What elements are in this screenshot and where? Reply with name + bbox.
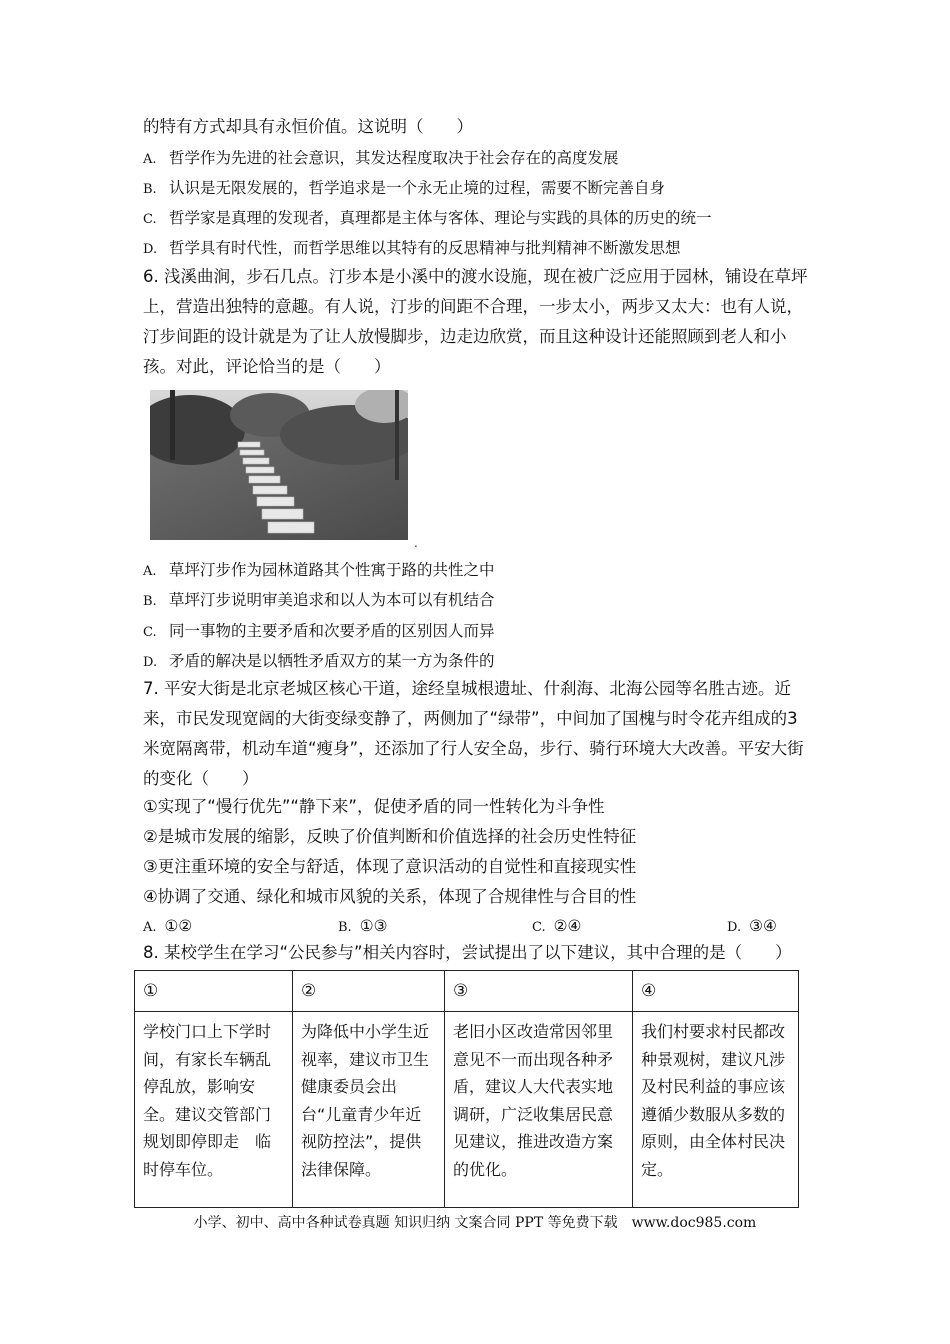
- choice-text: ①②: [164, 917, 193, 935]
- q5-option-b[interactable]: [143, 178, 665, 200]
- q6-option-d[interactable]: [143, 651, 495, 673]
- choice-letter: C.: [532, 920, 546, 935]
- stepping-stones-photo: [150, 390, 408, 540]
- q8-suggestions-table: [134, 970, 799, 1208]
- table-header-cell: ③: [445, 971, 633, 1012]
- choice-text: ①③: [359, 917, 388, 935]
- footer-ad-text: 小学、初中、高中各种试卷真题 知识归纳 文案合同 PPT 等免费下载 www.doc985.com: [193, 1215, 757, 1231]
- choice-letter: A.: [143, 920, 157, 935]
- option-letter: B.: [143, 594, 157, 609]
- figure-caption-mark: .: [414, 536, 418, 550]
- option-text: 矛盾的解决是以牺牲矛盾双方的某一方为条件的: [169, 652, 495, 670]
- option-text: 草坪汀步作为园林道路其个性寓于路的共性之中: [169, 561, 495, 579]
- q5-stem-end: 的特有方式却具有永恒价值。这说明（ ）: [143, 117, 473, 136]
- choice-letter: D.: [727, 920, 742, 935]
- choice-text: ②④: [553, 917, 582, 935]
- q7-choice-d[interactable]: [727, 916, 777, 938]
- q8-stem: 8. 某校学生在学习“公民参与”相关内容时，尝试提出了以下建议，其中合理的是（ ）: [143, 943, 792, 962]
- option-text: 草坪汀步说明审美追求和以人为本可以有机结合: [169, 591, 495, 609]
- option-text: 哲学具有时代性，而哲学思维以其特有的反思精神与批判精神不断激发思想: [169, 239, 681, 257]
- table-cell: 我们村要求村民都改种景观树，建议凡涉及村民利益的事应该遵循少数服从多数的原则，由全体村民决定。: [633, 1012, 799, 1208]
- q5-option-d[interactable]: [143, 238, 681, 260]
- q7-choice-c[interactable]: [532, 916, 581, 938]
- q7-item-1: ①实现了“慢行优先”“静下来”，促使矛盾的同一性转化为斗争性: [143, 797, 605, 816]
- q7-item-4: ④协调了交通、绿化和城市风貌的关系，体现了合规律性与合目的性: [143, 887, 637, 906]
- table-header-cell: ④: [633, 971, 799, 1012]
- q5-option-a[interactable]: [143, 148, 619, 170]
- option-text: 认识是无限发展的，哲学追求是一个永无止境的过程，需要不断完善自身: [169, 179, 666, 197]
- table-cell: 为降低中小学生近视率，建议市卫生健康委员会出台“儿童青少年近视防控法”，提供法律保障。: [293, 1012, 445, 1208]
- option-letter: C.: [143, 212, 157, 227]
- table-header-row: [135, 971, 799, 1012]
- q7-item-3: ③更注重环境的安全与舒适，体现了意识活动的自觉性和直接现实性: [143, 857, 637, 876]
- q7-choice-a[interactable]: [143, 916, 192, 938]
- q7-stem: 7. 平安大街是北京老城区核心干道，途经皇城根遗址、什刹海、北海公园等名胜古迹。近来，市民发现宽阔的大街变绿变静了，两侧加了“绿带”，中间加了国槐与时令花卉组成的3米宽隔离带，机动车道“瘦身”，还添加了行人安全岛，步行、骑行环境大大改善。平安大街的变化（ ）: [143, 679, 804, 788]
- option-letter: B.: [143, 182, 157, 197]
- option-text: 哲学家是真理的发现者，真理都是主体与客体、理论与实践的具体的历史的统一: [169, 209, 712, 227]
- choice-text: ③④: [749, 917, 777, 935]
- q6-option-b[interactable]: [143, 590, 495, 612]
- table-cell: 老旧小区改造常因邻里意见不一而出现各种矛盾，建议人大代表实地调研，广泛收集居民意见建议，推进改造方案的优化。: [445, 1012, 633, 1208]
- option-text: 哲学作为先进的社会意识，其发达程度取决于社会存在的高度发展: [169, 149, 619, 167]
- option-letter: D.: [143, 242, 158, 257]
- table-header-cell: ①: [135, 971, 293, 1012]
- option-letter: D.: [143, 655, 158, 670]
- option-letter: A.: [143, 564, 157, 579]
- table-row: [135, 1012, 799, 1208]
- q5-option-c[interactable]: [143, 208, 712, 230]
- table-header-cell: ②: [293, 971, 445, 1012]
- choice-letter: B.: [338, 920, 352, 935]
- q7-item-2: ②是城市发展的缩影，反映了价值判断和价值选择的社会历史性特征: [143, 827, 637, 846]
- q6-option-a[interactable]: [143, 560, 495, 582]
- option-text: 同一事物的主要矛盾和次要矛盾的区别因人而异: [169, 622, 495, 640]
- q6-option-c[interactable]: [143, 621, 495, 643]
- option-letter: A.: [143, 152, 157, 167]
- table-cell: 学校门口上下学时间，有家长车辆乱停乱放，影响安全。建议交管部门规划即停即走 临时停车位。: [135, 1012, 293, 1208]
- q7-choice-b[interactable]: [338, 916, 387, 938]
- option-letter: C.: [143, 625, 157, 640]
- q6-stem: 6. 浅溪曲涧，步石几点。汀步本是小溪中的渡水设施，现在被广泛应用于园林，铺设在草坪上，营造出独特的意趣。有人说，汀步的间距不合理，一步太小，两步又太大：也有人说，汀步间距的设计就是为了让人放慢脚步，边走边欣赏，而且这种设计还能照顾到老人和小孩。对此，评论恰当的是（ ）: [143, 267, 808, 376]
